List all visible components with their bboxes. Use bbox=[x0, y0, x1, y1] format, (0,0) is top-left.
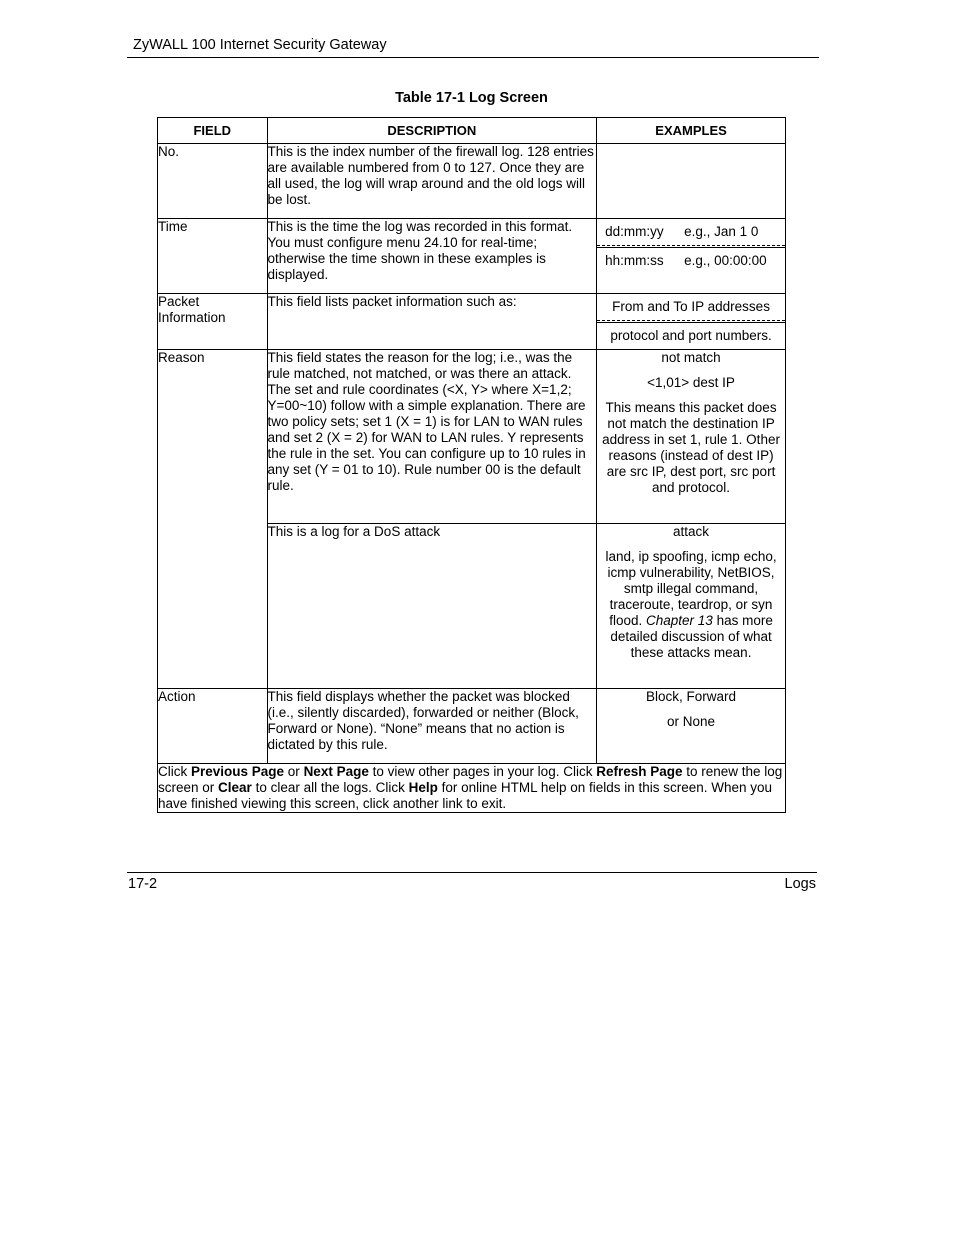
dos-example-list bbox=[597, 549, 785, 661]
note-text: to clear all the logs. Click bbox=[251, 780, 409, 795]
action-example-block-forward: Block, Forward bbox=[646, 689, 737, 704]
note-keyword-refresh-page: Refresh Page bbox=[596, 764, 683, 779]
description-cell-time: This is the time the log was recorded in this format. You must configure menu 24.10 for real-time; otherwise the time shown in these examples is displayed. bbox=[267, 219, 597, 294]
field-cell-reason: Reason bbox=[158, 350, 268, 689]
note-keyword-clear: Clear bbox=[218, 780, 252, 795]
note-text: or bbox=[284, 764, 304, 779]
note-text: to view other pages in your log. Click bbox=[368, 764, 597, 779]
reason-example-explanation: This means this packet does not match the destination IP address in set 1, rule 1. Other reasons (instead of dest IP) are src IP, dest port, src port and protocol. bbox=[602, 400, 780, 495]
examples-cell-action bbox=[597, 689, 786, 764]
reason-example-not-match: not match bbox=[661, 350, 721, 365]
table-row bbox=[158, 350, 786, 524]
chapter-name: Logs bbox=[784, 876, 816, 892]
examples-cell-time bbox=[597, 219, 786, 294]
table-note-row bbox=[158, 764, 786, 813]
column-header-description: DESCRIPTION bbox=[267, 118, 597, 144]
packet-example-ip: From and To IP addresses bbox=[612, 299, 770, 314]
examples-cell-packet bbox=[597, 294, 786, 350]
examples-cell-dos bbox=[597, 524, 786, 689]
time-format-example: e.g., Jan 1 0 bbox=[684, 224, 759, 239]
column-header-field: FIELD bbox=[158, 118, 268, 144]
table-row bbox=[158, 689, 786, 764]
table-note bbox=[158, 764, 786, 813]
description-cell-dos: This is a log for a DoS attack bbox=[267, 524, 597, 689]
reason-example-coordinates: <1,01> dest IP bbox=[647, 375, 735, 390]
field-cell-packet: Packet Information bbox=[158, 294, 268, 350]
table-header-row bbox=[158, 118, 786, 144]
running-header-title: ZyWALL 100 Internet Security Gateway bbox=[133, 37, 387, 53]
time-format-example: e.g., 00:00:00 bbox=[684, 253, 767, 268]
description-cell-packet: This field lists packet information such as: bbox=[267, 294, 597, 350]
note-text: Click bbox=[158, 764, 191, 779]
chapter-reference-rest: has more detailed discussion of what these attacks mean. bbox=[610, 613, 773, 660]
examples-cell-no bbox=[597, 144, 786, 219]
description-cell-no: This is the index number of the firewall log. 128 entries are available numbered from 0 to 127. Once they are all used, the log will wrap around and the old logs will be lost. bbox=[267, 144, 597, 219]
log-screen-table bbox=[157, 117, 786, 813]
field-cell-action: Action bbox=[158, 689, 268, 764]
note-keyword-previous-page: Previous Page bbox=[191, 764, 285, 779]
note-keyword-help: Help bbox=[408, 780, 438, 795]
time-format-label: dd:mm:yy bbox=[605, 224, 664, 239]
table-row bbox=[158, 144, 786, 219]
table-row bbox=[158, 219, 786, 294]
dos-attack-list: land, ip spoofing, icmp echo, icmp vulnerability, NetBIOS, smtp illegal command, traceroute, teardrop, or syn flood. bbox=[605, 549, 777, 628]
note-keyword-next-page: Next Page bbox=[303, 764, 369, 779]
time-format-label: hh:mm:ss bbox=[605, 253, 664, 268]
page-number: 17-2 bbox=[128, 876, 158, 892]
packet-example-protocol: protocol and port numbers. bbox=[610, 328, 772, 343]
column-header-examples: EXAMPLES bbox=[597, 118, 786, 144]
note-text: to renew the log screen or bbox=[158, 764, 783, 795]
field-cell-no: No. bbox=[158, 144, 268, 219]
time-example-date bbox=[597, 219, 785, 245]
description-cell-reason: This field states the reason for the log; i.e., was the rule matched, not matched, or was there an attack. The set and rule coordinates (<X, Y> where X=1,2; Y=00~10) follow with a simple explanation. There are two policy sets; set 1 (X = 1) is for LAN to WAN rules and set 2 (X = 2) for WAN to LAN rules. Y represents the rule in the set. You can configure up to 10 rules in any set (Y = 01 to 10). Rule number 00 is the default rule. bbox=[267, 350, 597, 524]
examples-cell-reason bbox=[597, 350, 786, 524]
dos-example-title: attack bbox=[673, 524, 710, 539]
table-caption: Table 17-1 Log Screen bbox=[395, 90, 548, 106]
footer-divider bbox=[127, 872, 817, 873]
description-cell-action: This field displays whether the packet was blocked (i.e., silently discarded), forwarded or neither (Block, Forward or None). “None” means that no action is dictated by this rule. bbox=[267, 689, 597, 764]
chapter-reference: Chapter 13 bbox=[646, 613, 713, 628]
note-text: for online HTML help on fields in this screen. When you have finished viewing this screen, click another link to exit. bbox=[158, 780, 773, 811]
time-example-clock bbox=[597, 248, 785, 274]
header-divider bbox=[127, 57, 819, 58]
field-cell-time: Time bbox=[158, 219, 268, 294]
table-row bbox=[158, 294, 786, 350]
action-example-none: or None bbox=[667, 714, 716, 729]
